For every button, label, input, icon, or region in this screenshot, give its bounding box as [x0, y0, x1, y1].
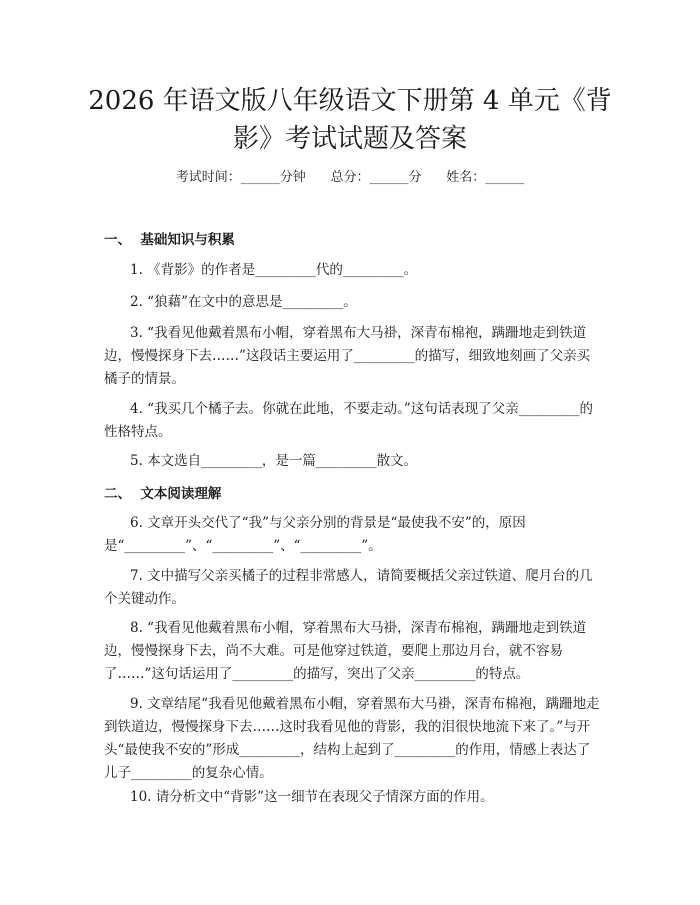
question-4: 4. “我买几个橘子去。你就在此地，不要走动。”这句话表现了父亲_________的性格特点。 — [104, 401, 593, 440]
question-8: 8. “我看见他戴着黑布小帽，穿着黑布大马褂，深青布棉袍，蹒跚地走到铁道边，慢慢探身下去，尚不大难。可是他穿过铁道，要爬上那边月台，就不容易了……”这句话运用了_________的描写，突出了父亲_________的特点。 — [104, 620, 587, 682]
question-3: 3. “我看见他戴着黑布小帽，穿着黑布大马褂，深青布棉袍，蹒跚地走到铁道边，慢慢探身下去……”这段话主要运用了_________的描写，细致地刻画了父亲买橘子的情景。 — [104, 325, 591, 387]
title-line-2: 影》考试试题及答案 — [232, 124, 467, 154]
question-1: 1. 《背影》的作者是_________代的_________。 — [130, 262, 418, 278]
section-heading-reading: 二、 文本阅读理解 — [104, 486, 222, 502]
question-9: 9. 文章结尾“我看见他戴着黑布小帽，穿着黑布大马褂，深青布棉袍，蹒跚地走到铁道边，慢慢探身下去……这时我看见他的背影，我的泪很快地流下来了。”与开头“最使我不安的”形成_________，结构上起到了_________的作用，情感上表达了儿子_________的复杂心情。 — [104, 696, 600, 781]
question-5: 5. 本文选自_________，是一篇_________散文。 — [130, 453, 418, 469]
title-line-1: 2026 年语文版八年级语文下册第 4 单元《背 — [88, 86, 612, 116]
exam-info-line: 考试时间：______分钟 总分：______分 姓名：______ — [175, 170, 525, 185]
question-7: 7. 文中描写父亲买橘子的过程非常感人，请简要概括父亲过铁道、爬月台的几个关键动作。 — [104, 568, 593, 607]
question-6: 6. 文章开头交代了“我”与父亲分别的背景是“最使我不安”的，原因是“_________”、“_________”、“_________”。 — [104, 515, 526, 554]
question-10: 10. 请分析文中“背影”这一细节在表现父子情深方面的作用。 — [130, 789, 494, 805]
section-heading-basics: 一、 基础知识与积累 — [104, 232, 235, 248]
question-2: 2. “狼藉”在文中的意思是_________。 — [130, 294, 357, 310]
document-title — [60, 82, 640, 158]
